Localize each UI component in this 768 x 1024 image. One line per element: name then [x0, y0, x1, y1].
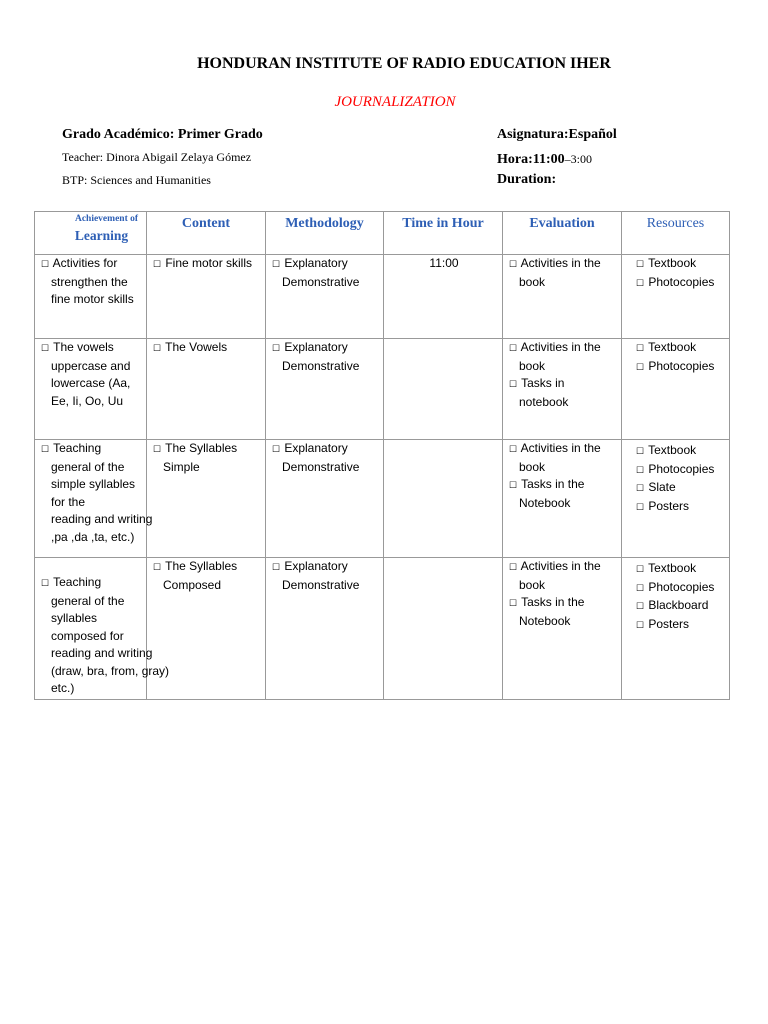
achievement-text-line: general of the	[51, 459, 125, 474]
header-achievement-big: Learning	[74, 228, 129, 243]
resources-text-item: ☐ Textbook	[636, 339, 725, 358]
hour-row	[497, 150, 592, 168]
methodology-text-line: ☐ Explanatory	[272, 558, 379, 577]
evaluation-text	[503, 339, 621, 411]
resources-text-item: ☐ Posters	[636, 498, 725, 517]
evaluation-line: Notebook	[519, 613, 571, 628]
resources-cell	[622, 339, 730, 440]
time-cell	[384, 255, 503, 339]
header-resources-label: Resources	[646, 216, 705, 231]
header-time	[384, 212, 503, 255]
achievement-text-line: etc.)	[51, 681, 75, 695]
evaluation-line: book	[519, 577, 546, 592]
teacher-label: Teacher: Dinora Abigail Zelaya Gómez	[62, 150, 252, 164]
achievement-text-line: reading and writing	[51, 512, 153, 526]
table-body	[35, 255, 730, 700]
content-text-line: ☐ The Syllables	[153, 440, 261, 459]
checkbox-bullet-icon: ☐	[509, 562, 518, 572]
checkbox-bullet-icon: ☐	[636, 582, 645, 593]
achievement-text	[35, 339, 146, 410]
methodology-text-line: Demonstrative	[282, 577, 360, 592]
header-methodology-label: Methodology	[285, 216, 364, 231]
methodology-text	[266, 440, 383, 476]
hour-label: Hora:11:00	[497, 152, 565, 167]
checkbox-bullet-icon: ☐	[636, 361, 645, 372]
btp-label: BTP: Sciences and Humanities	[62, 173, 211, 187]
checkbox-bullet-icon: ☐	[636, 601, 645, 611]
header-content-label: Content	[181, 216, 231, 231]
methodology-cell	[266, 440, 384, 558]
checkbox-bullet-icon: ☐	[509, 379, 518, 389]
resources-text	[622, 255, 729, 292]
methodology-text	[266, 558, 383, 594]
checkbox-bullet-icon: ☐	[41, 259, 50, 269]
content-text-line: Simple	[163, 459, 200, 474]
achievement-text-line: Ee, Ii, Oo, Uu	[51, 393, 124, 408]
resources-cell	[622, 440, 730, 558]
achievement-text-line: uppercase and	[51, 358, 131, 373]
achievement-text-line: ☐ Teaching	[41, 440, 142, 459]
evaluation-cell	[503, 255, 622, 339]
resources-text-item: ☐ Photocopies	[636, 358, 725, 377]
checkbox-bullet-icon: ☐	[153, 259, 162, 269]
time-value: 11:00	[429, 256, 459, 270]
methodology-text-line: ☐ Explanatory	[272, 255, 379, 274]
checkbox-bullet-icon: ☐	[272, 259, 281, 269]
evaluation-text	[503, 558, 621, 630]
time-cell	[384, 339, 503, 440]
evaluation-text	[503, 255, 621, 291]
checkbox-bullet-icon: ☐	[636, 483, 645, 493]
checkbox-bullet-icon: ☐	[636, 564, 645, 574]
resources-text-item: ☐ Posters	[636, 616, 725, 635]
checkbox-bullet-icon: ☐	[153, 562, 162, 572]
subject-label: Asignatura:Español	[497, 127, 617, 142]
content-cell	[147, 339, 266, 440]
checkbox-bullet-icon: ☐	[509, 259, 518, 269]
achievement-text-line: reading and writing	[51, 646, 153, 660]
checkbox-bullet-icon: ☐	[272, 444, 281, 454]
evaluation-line: notebook	[519, 394, 569, 409]
content-text	[147, 558, 265, 594]
checkbox-bullet-icon: ☐	[636, 343, 645, 353]
evaluation-line: ☐ Tasks in	[509, 375, 617, 394]
resources-text	[622, 558, 729, 634]
achievement-text-line: fine motor skills	[51, 292, 134, 306]
evaluation-cell	[503, 558, 622, 700]
methodology-text-line: ☐ Explanatory	[272, 440, 379, 459]
header-time-label: Time in Hour	[402, 216, 484, 231]
checkbox-bullet-icon: ☐	[41, 343, 50, 353]
table-row	[35, 255, 730, 339]
evaluation-line: ☐ Activities in the	[509, 558, 617, 577]
methodology-cell	[266, 558, 384, 700]
checkbox-bullet-icon: ☐	[509, 480, 518, 490]
achievement-text-line: ☐ Activities for	[41, 255, 142, 274]
content-cell	[147, 255, 266, 339]
achievement-cell	[35, 440, 153, 558]
resources-text-item: ☐ Textbook	[636, 442, 725, 461]
checkbox-bullet-icon: ☐	[636, 277, 645, 288]
document-subtitle: JOURNALIZATION	[334, 94, 456, 110]
evaluation-line: ☐ Activities in the	[509, 440, 617, 459]
methodology-text-line: Demonstrative	[282, 274, 360, 289]
achievement-text-line: (draw, bra, from, gray)	[51, 663, 170, 678]
content-text	[147, 440, 265, 476]
content-text-line: ☐ The Syllables	[153, 558, 261, 577]
content-text	[147, 255, 265, 274]
methodology-text-line: Demonstrative	[282, 358, 360, 373]
methodology-cell	[266, 255, 384, 339]
achievement-text-line: for the	[51, 494, 86, 509]
checkbox-bullet-icon: ☐	[41, 578, 50, 588]
checkbox-bullet-icon: ☐	[636, 501, 645, 512]
checkbox-bullet-icon: ☐	[636, 464, 645, 475]
methodology-text-line: ☐ Explanatory	[272, 339, 379, 358]
evaluation-text	[503, 440, 621, 512]
lesson-plan-table	[34, 211, 730, 700]
header-evaluation	[503, 212, 622, 255]
checkbox-bullet-icon: ☐	[153, 343, 162, 353]
achievement-cell	[35, 255, 147, 339]
resources-text-item: ☐ Textbook	[636, 255, 725, 274]
checkbox-bullet-icon: ☐	[272, 343, 281, 353]
achievement-text-line: ,pa ,da ,ta, etc.)	[51, 529, 135, 544]
document-title: HONDURAN INSTITUTE OF RADIO EDUCATION IHER	[197, 55, 611, 72]
content-text	[147, 339, 265, 358]
resources-text	[622, 339, 729, 376]
evaluation-line: ☐ Activities in the	[509, 255, 617, 274]
checkbox-bullet-icon: ☐	[636, 619, 645, 630]
resources-text-item: ☐ Blackboard	[636, 597, 725, 616]
evaluation-line: book	[519, 358, 546, 373]
evaluation-line: book	[519, 459, 546, 474]
content-text-line: ☐ Fine motor skills	[153, 255, 261, 274]
evaluation-cell	[503, 339, 622, 440]
checkbox-bullet-icon: ☐	[509, 343, 518, 353]
resources-text-item: ☐ Photocopies	[636, 579, 725, 598]
resources-text-item: ☐ Textbook	[636, 560, 725, 579]
header-achievement-small: Achievement of	[74, 214, 139, 224]
evaluation-cell	[503, 440, 622, 558]
checkbox-bullet-icon: ☐	[636, 259, 645, 269]
resources-text-item: ☐ Slate	[636, 479, 725, 498]
evaluation-line: book	[519, 274, 546, 289]
achievement-text-line: general of the	[51, 593, 125, 608]
header-achievement	[35, 212, 147, 255]
grade-label: Grado Académico: Primer Grado	[62, 127, 263, 142]
achievement-cell	[35, 339, 147, 440]
duration-label: Duration:	[497, 172, 557, 187]
time-cell	[384, 440, 503, 558]
achievement-text	[35, 440, 153, 546]
achievement-text-line: strengthen the	[51, 274, 128, 289]
table-header-row	[35, 212, 730, 255]
content-cell	[147, 558, 266, 700]
checkbox-bullet-icon: ☐	[509, 444, 518, 454]
methodology-text	[266, 255, 383, 291]
evaluation-line: ☐ Tasks in the	[509, 476, 617, 495]
methodology-cell	[266, 339, 384, 440]
achievement-cell	[35, 558, 170, 700]
checkbox-bullet-icon: ☐	[509, 598, 518, 608]
checkbox-bullet-icon: ☐	[41, 444, 50, 454]
content-cell	[147, 440, 266, 558]
achievement-text-line: lowercase (Aa,	[51, 376, 131, 390]
checkbox-bullet-icon: ☐	[153, 444, 162, 454]
achievement-text	[35, 558, 170, 698]
achievement-text-line: syllables	[51, 611, 98, 625]
header-resources	[622, 212, 730, 255]
content-text-line: ☐ The Vowels	[153, 339, 261, 358]
table-row	[35, 558, 730, 700]
achievement-text	[35, 255, 146, 309]
resources-text-item: ☐ Photocopies	[636, 274, 725, 293]
time-cell	[384, 558, 503, 700]
table-row	[35, 440, 730, 558]
resources-cell	[622, 255, 730, 339]
evaluation-line: ☐ Tasks in the	[509, 594, 617, 613]
resources-cell	[622, 558, 730, 700]
header-methodology	[266, 212, 384, 255]
table-row	[35, 339, 730, 440]
checkbox-bullet-icon: ☐	[272, 562, 281, 572]
header-evaluation-label: Evaluation	[529, 216, 595, 231]
achievement-text-line: ☐ The vowels	[41, 339, 142, 358]
achievement-text-line: composed for	[51, 628, 124, 643]
hour-end: –3:00	[564, 152, 592, 166]
achievement-text-line: ☐ Teaching	[41, 574, 142, 593]
methodology-text-line: Demonstrative	[282, 459, 360, 474]
resources-text	[622, 440, 729, 516]
content-text-line: Composed	[163, 577, 222, 592]
evaluation-line: ☐ Activities in the	[509, 339, 617, 358]
achievement-text-line: simple syllables	[51, 477, 136, 491]
methodology-text	[266, 339, 383, 375]
header-content	[147, 212, 266, 255]
resources-text-item: ☐ Photocopies	[636, 461, 725, 480]
checkbox-bullet-icon: ☐	[636, 446, 645, 456]
evaluation-line: Notebook	[519, 495, 571, 510]
